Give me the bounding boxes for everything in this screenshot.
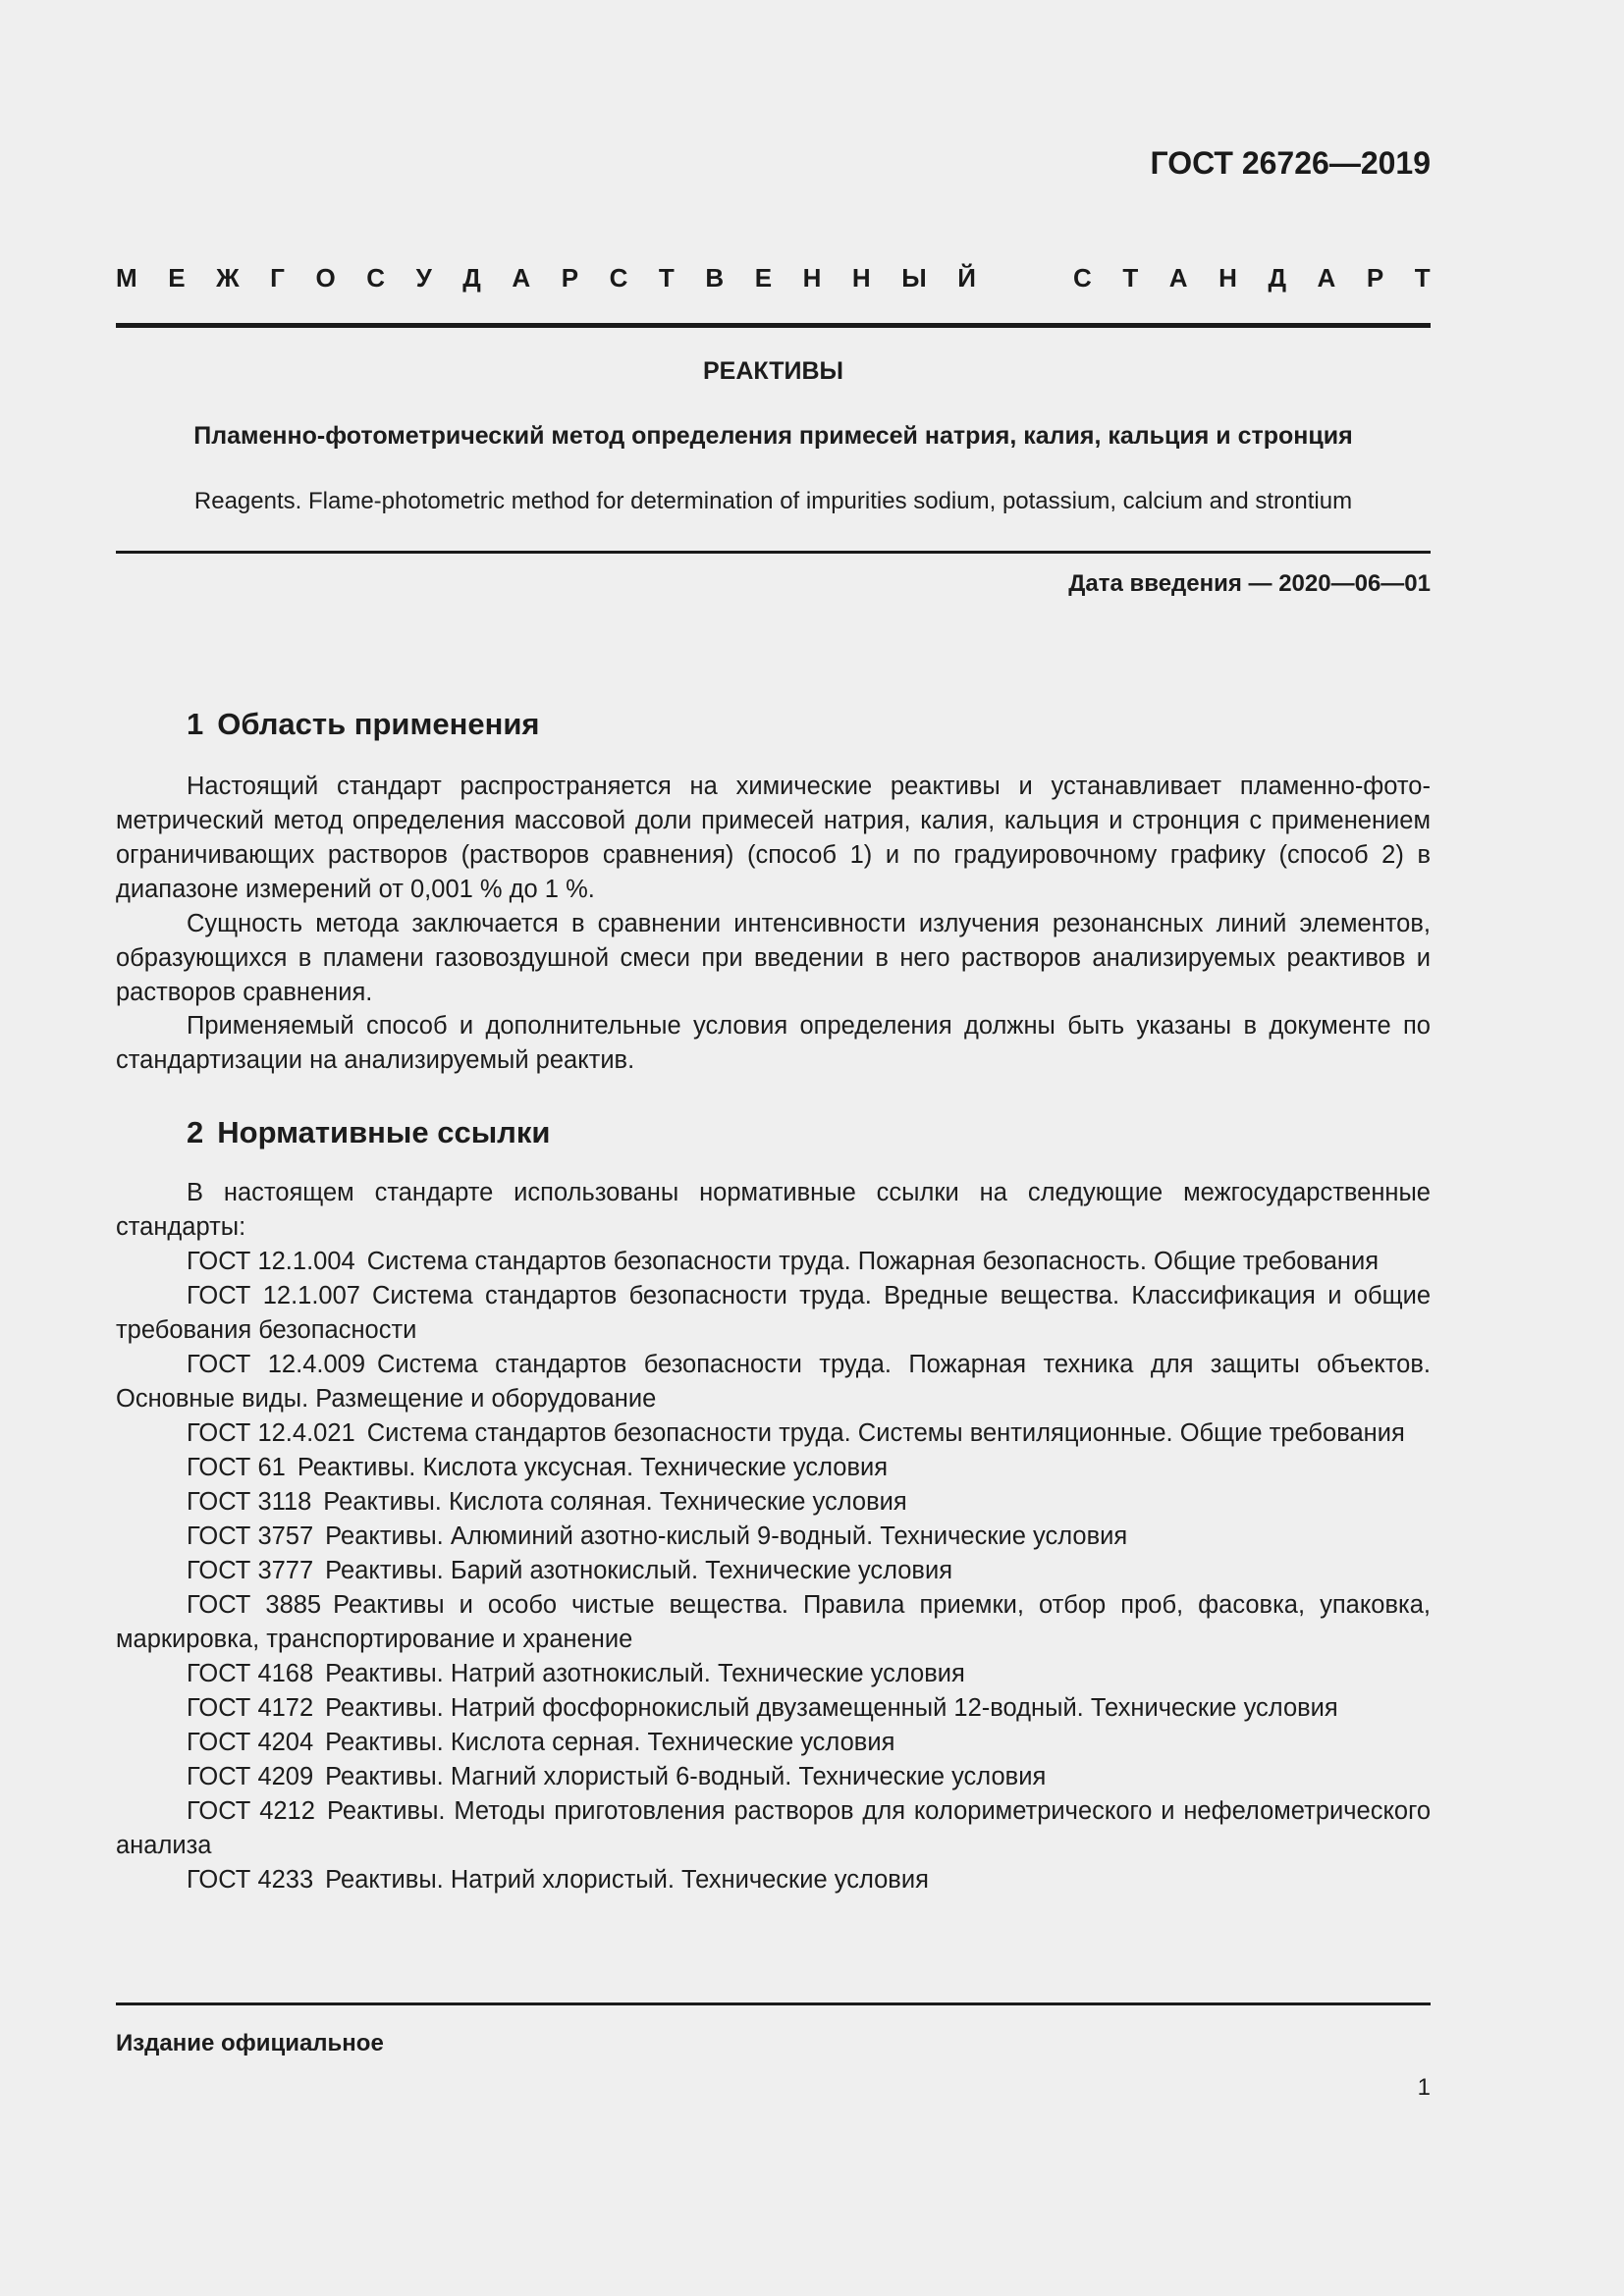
reference-title: Реактивы. Натрий фосфорнокислый двузамещенный 12-водный. Технические условия	[325, 1694, 1338, 1722]
section-number: 2	[187, 1115, 204, 1149]
interstate-letter: Р	[561, 263, 579, 293]
document-number: ГОСТ 26726—2019	[1150, 145, 1431, 181]
interstate-letter: Е	[168, 263, 186, 293]
standard-letter: Н	[1218, 263, 1237, 293]
document-title-russian: Пламенно-фотометрический метод определения примесей натрия, калия, кальция и стронция	[193, 422, 1353, 450]
reference-item	[116, 1863, 1431, 1897]
reference-title: Система стандартов безопасности труда. Вредные вещества. Классификация и общие требования безопасности	[116, 1282, 1432, 1344]
reference-title: Реактивы. Натрий азотнокислый. Технические условия	[325, 1660, 965, 1687]
reference-code: ГОСТ 3118	[187, 1488, 312, 1516]
reference-item	[116, 1588, 1431, 1657]
interstate-letter: А	[512, 263, 531, 293]
section-number: 1	[187, 707, 204, 741]
section-title: Область применения	[217, 707, 540, 741]
interstate-letter: Н	[851, 263, 871, 293]
edition-label: Издание официальное	[116, 2030, 384, 2056]
reference-code: ГОСТ 12.4.021	[187, 1419, 355, 1447]
reference-item	[116, 1794, 1431, 1863]
normative-references-list	[116, 1245, 1431, 1897]
standard-letter: А	[1317, 263, 1336, 293]
reference-title: Реактивы. Кислота серная. Технические условия	[325, 1729, 895, 1756]
reference-code: ГОСТ 4209	[187, 1763, 314, 1790]
standard-letter: Д	[1268, 263, 1286, 293]
interstate-letter: Г	[270, 263, 285, 293]
interstate-letter: Е	[754, 263, 773, 293]
reference-title: Система стандартов безопасности труда. Пожарная безопасность. Общие требования	[366, 1248, 1380, 1275]
interstate-letter: С	[609, 263, 628, 293]
reference-code: ГОСТ 61	[187, 1454, 286, 1481]
reference-item	[116, 1245, 1431, 1279]
interstate-standard-banner	[116, 263, 1431, 294]
reference-item	[116, 1451, 1431, 1485]
reference-item	[116, 1416, 1431, 1451]
reference-title: Реактивы. Кислота уксусная. Технические условия	[297, 1454, 889, 1481]
reference-code: ГОСТ 4233	[187, 1866, 314, 1894]
paragraph: Применяемый способ и дополнительные условия определения должны быть указаны в документе по стандартизации на анализируемый реактив.	[116, 1012, 1431, 1074]
standard-letter: Т	[1414, 263, 1431, 293]
reference-code: ГОСТ 3885	[187, 1591, 322, 1619]
interstate-letter: С	[366, 263, 386, 293]
interstate-letter: Ы	[901, 263, 927, 293]
page-number: 1	[1417, 2074, 1431, 2101]
reference-title: Система стандартов безопасности труда. Системы вентиляционные. Общие требования	[366, 1419, 1405, 1447]
section-1-heading	[187, 707, 540, 742]
reference-title: Реактивы и особо чистые вещества. Правила приемки, отбор проб, фасовка, упаковка, маркировка, транспортирование и хранение	[116, 1591, 1431, 1653]
reference-item	[116, 1657, 1431, 1691]
reference-title: Реактивы. Магний хлористый 6-водный. Технические условия	[325, 1763, 1047, 1790]
paragraph: В настоящем стандарте использованы нормативные ссылки на следующие межгосударственные стандарты:	[116, 1179, 1431, 1241]
reference-item	[116, 1691, 1431, 1726]
interstate-letter: Ж	[216, 263, 240, 293]
paragraph: Настоящий стандарт распространяется на химические реактивы и устанавливает пламенно-фотометрический метод определения массовой доли примесей натрия, калия, кальция и стронция с применением ограничивающих растворов (растворов сравнения) (способ 1) и по градуировочному графику (способ 2) в диапазоне измерений от 0,001 % до 1 %.	[116, 773, 1431, 903]
reference-code: ГОСТ 4212	[187, 1797, 315, 1825]
reference-title: Реактивы. Натрий хлористый. Технические условия	[325, 1866, 929, 1894]
interstate-letter: Н	[802, 263, 822, 293]
standard-letter: Р	[1366, 263, 1384, 293]
standard-letter: С	[1073, 263, 1092, 293]
reference-code: ГОСТ 12.1.007	[187, 1282, 360, 1309]
banner-word-gap	[1006, 263, 1042, 294]
document-title-english: Reagents. Flame-photometric method for determination of impurities sodium, potassium, calcium and strontium	[193, 488, 1353, 514]
reference-code: ГОСТ 4168	[187, 1660, 314, 1687]
reference-title: Система стандартов безопасности труда. Пожарная техника для защиты объектов. Основные виды. Размещение и оборудование	[116, 1351, 1431, 1413]
reference-item	[116, 1760, 1431, 1794]
document-title-upper: РЕАКТИВЫ	[702, 357, 844, 385]
title-divider	[116, 551, 1431, 554]
reference-title: Реактивы. Кислота соляная. Технические условия	[323, 1488, 907, 1516]
reference-code: ГОСТ 4172	[187, 1694, 314, 1722]
reference-item	[116, 1554, 1431, 1588]
interstate-letter: Д	[462, 263, 481, 293]
interstate-letter: М	[116, 263, 137, 293]
reference-item	[116, 1485, 1431, 1520]
section-title: Нормативные ссылки	[217, 1115, 551, 1149]
reference-title: Реактивы. Барий азотнокислый. Технические условия	[325, 1557, 953, 1584]
introduction-date: Дата введения — 2020—06—01	[1068, 570, 1431, 597]
standard-letter: А	[1168, 263, 1188, 293]
reference-code: ГОСТ 4204	[187, 1729, 314, 1756]
document-page	[116, 0, 1431, 2296]
reference-title: Реактивы. Методы приготовления растворов для колориметрического и нефелометрического анализа	[116, 1797, 1432, 1859]
reference-code: ГОСТ 3757	[187, 1522, 314, 1550]
interstate-letter: Т	[658, 263, 675, 293]
reference-title: Реактивы. Алюминий азотно-кислый 9-водный. Технические условия	[325, 1522, 1128, 1550]
interstate-letter: О	[315, 263, 336, 293]
reference-code: ГОСТ 12.1.004	[187, 1248, 355, 1275]
standard-letter: Т	[1122, 263, 1139, 293]
reference-item	[116, 1279, 1431, 1348]
interstate-letter: В	[705, 263, 725, 293]
reference-item	[116, 1520, 1431, 1554]
top-divider	[116, 323, 1431, 328]
reference-code: ГОСТ 3777	[187, 1557, 314, 1584]
interstate-letter: У	[415, 263, 432, 293]
footer-divider	[116, 2002, 1431, 2005]
reference-code: ГОСТ 12.4.009	[187, 1351, 366, 1378]
reference-item	[116, 1726, 1431, 1760]
paragraph: Сущность метода заключается в сравнении интенсивности излучения резонансных линий элементов, образующихся в пламени газовоздушной смеси при введении в него растворов анализируемых реактивов и растворов сравнения.	[116, 910, 1431, 1006]
interstate-letter: Й	[957, 263, 976, 293]
reference-item	[116, 1348, 1431, 1416]
section-2-heading	[187, 1115, 550, 1150]
